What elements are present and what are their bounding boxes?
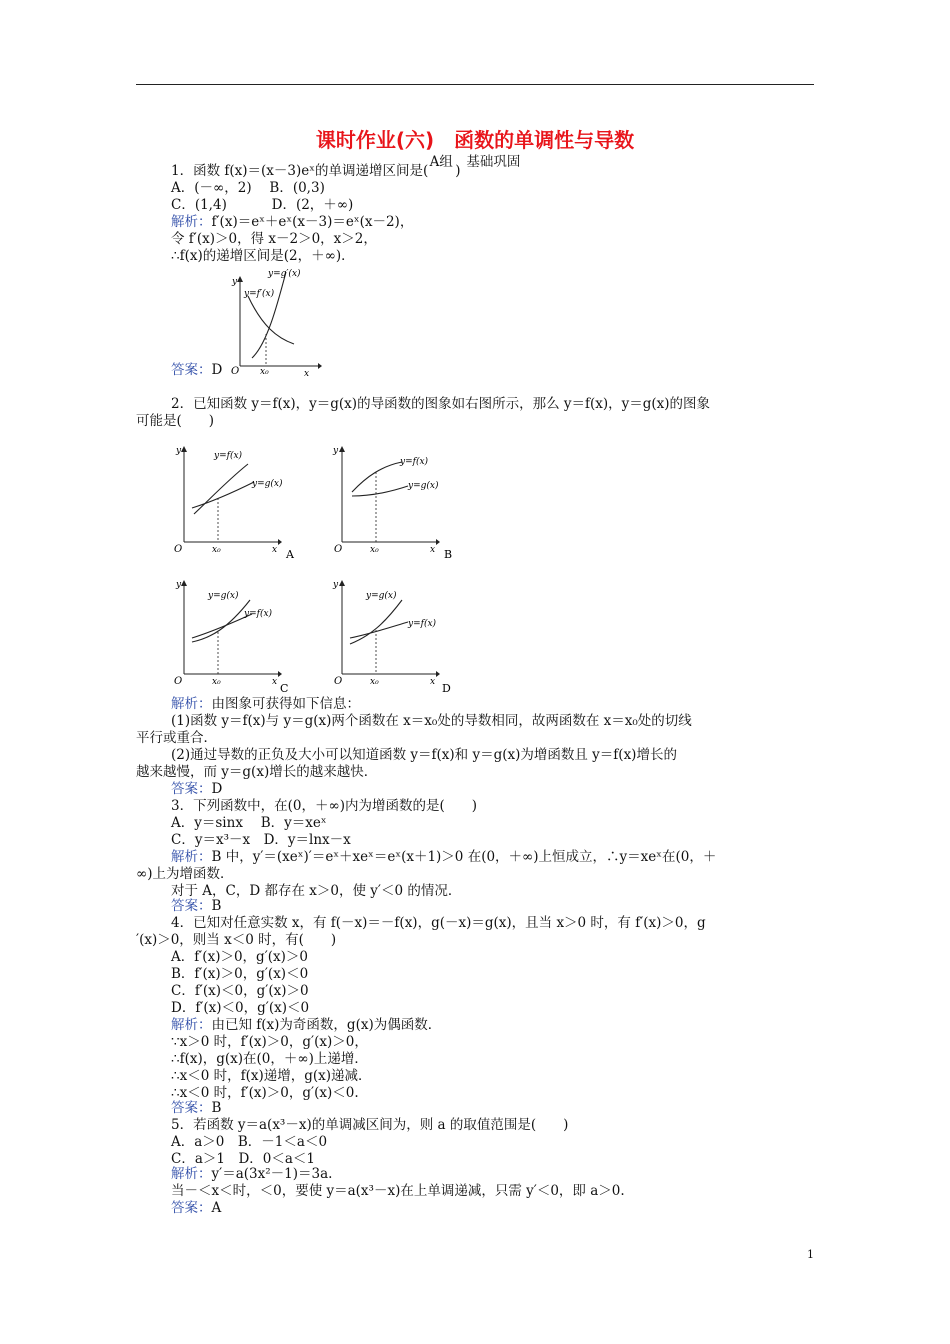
q2-solution-1: (1)函数 y＝f(x)与 y＝g(x)两个函数在 x＝x₀处的导数相同，故两函数在 x＝x₀处的切线 [171, 713, 692, 729]
curve-g-prime [252, 272, 286, 358]
solution-label: 解析： [171, 214, 212, 230]
q2-figure-b [322, 440, 460, 562]
svg-text:y=g(x): y=g(x) [366, 591, 397, 601]
svg-text:x: x [272, 545, 278, 555]
svg-text:y=g(x): y=g(x) [252, 479, 283, 489]
q4-option-c: C．f′(x)＜0，g′(x)＞0 [171, 983, 309, 999]
q2-stem-line2: 可能是( ) [136, 413, 215, 429]
q5-answer: 答案：A [171, 1200, 222, 1216]
svg-text:y: y [333, 446, 339, 456]
svg-text:x₀: x₀ [260, 367, 269, 377]
label-f-prime: y=f′(x) [244, 289, 275, 299]
q2-solution-2b: 越来越慢，而 y＝g(x)增长的越来越快． [136, 764, 378, 780]
q4-solution-0: 解析：由已知 f(x)为奇函数，g(x)为偶函数． [171, 1017, 442, 1033]
q5-options-cd: C．a＞1 D．0＜a＜1 [171, 1151, 316, 1167]
svg-text:O: O [174, 676, 183, 687]
q3-answer: 答案：B [171, 898, 222, 914]
q5-options-ab: A．a＞0 B．－1＜a＜0 [171, 1134, 328, 1150]
svg-text:O: O [231, 366, 240, 377]
svg-text:O: O [334, 544, 343, 555]
q2-answer: 答案：D [171, 781, 223, 797]
svg-text:O: O [174, 544, 183, 555]
page-number: 1 [807, 1248, 814, 1261]
q2-figure-a [166, 440, 296, 562]
q2-solution-2: (2)通过导数的正负及大小可以知道函数 y＝f(x)和 y＝g(x)为增函数且 y＝f(x)增长的 [171, 747, 677, 763]
svg-text:x₀: x₀ [212, 677, 221, 687]
svg-text:x: x [430, 677, 436, 687]
q2-figure-c [166, 572, 296, 696]
q3-options-cd: C．y＝x³－x D．y＝lnx－x [171, 832, 351, 848]
q4-solution-4: ∴x＜0 时，f′(x)＞0，g′(x)＜0. [171, 1085, 359, 1101]
q1-solution-line3: ∴f(x)的递增区间是(2，＋∞)． [171, 248, 355, 264]
q2-figure-d [322, 572, 460, 696]
q2-stem-line1: 2．已知函数 y＝f(x)，y＝g(x)的导函数的图象如右图所示，那么 y＝f(x)，y＝g(x)的图象 [171, 396, 711, 412]
q5-stem: 5．若函数 y＝a(x³－x)的单调减区间为，则 a 的取值范围是( ) [171, 1117, 569, 1133]
q1-answer: 答案：D [171, 362, 223, 378]
q4-stem-b: ′(x)＞0，则当 x＜0 时，有( ) [136, 932, 337, 948]
svg-text:y=f(x): y=f(x) [244, 609, 273, 619]
curve-f-prime [248, 296, 294, 344]
q4-answer: 答案：B [171, 1100, 222, 1116]
svg-text:y: y [176, 446, 182, 456]
svg-text:x: x [430, 545, 436, 555]
q2-solution-intro: 解析：由图象可获得如下信息： [171, 696, 360, 712]
svg-text:y: y [176, 580, 182, 590]
svg-text:y=f(x): y=f(x) [408, 619, 437, 629]
svg-text:y: y [333, 580, 339, 590]
group-heading: A组 基础巩固 [429, 154, 521, 170]
svg-text:x₀: x₀ [370, 545, 379, 555]
header-rule [136, 84, 814, 85]
q3-stem: 3．下列函数中，在(0，＋∞)内为增函数的是( ) [171, 798, 477, 814]
q1-stem: 1．函数 f(x)＝(x－3)eˣ的单调递增区间是( ) [171, 163, 461, 179]
option-letter: D [442, 682, 451, 695]
svg-text:O: O [334, 676, 343, 687]
svg-text:y: y [232, 277, 238, 287]
q4-solution-3: ∴x＜0 时，f(x)递增，g(x)递减． [171, 1068, 372, 1084]
q5-solution-2: 当－＜x＜时，＜0，要使 y＝a(x³－x)在上单调递减，只需 y′＜0，即 a＞0. [171, 1183, 625, 1199]
svg-text:y=g(x): y=g(x) [208, 591, 239, 601]
q3-options-ab: A．y＝sinx B．y＝xeˣ [171, 815, 327, 831]
q3-solution-1: 解析：B 中，y′＝(xeˣ)′＝eˣ＋xeˣ＝eˣ(x＋1)＞0 在(0，＋∞)上恒成立，∴y＝xeˣ在(0，＋ [171, 849, 717, 865]
q4-solution-1: ∵x＞0 时，f′(x)＞0，g′(x)＞0， [171, 1034, 368, 1050]
option-letter: B [444, 548, 453, 561]
option-letter: C [280, 682, 289, 695]
svg-text:y=g(x): y=g(x) [408, 481, 439, 491]
q1-solution-line1: 解析：f′(x)＝eˣ＋eˣ(x－3)＝eˣ(x－2)， [171, 214, 414, 230]
svg-text:x: x [304, 369, 310, 378]
q1-derivative-figure [222, 266, 322, 378]
q3-solution-2: 对于 A，C，D 都存在 x＞0，使 y′＜0 的情况． [171, 883, 462, 899]
q1-options-cd: C．(1,4) D．(2，＋∞) [171, 197, 354, 213]
q4-option-d: D．f′(x)＜0，g′(x)＜0 [171, 1000, 310, 1016]
q4-option-b: B．f′(x)＞0，g′(x)＜0 [171, 966, 309, 982]
svg-text:y=f(x): y=f(x) [400, 457, 429, 467]
label-g-prime: y=g′(x) [268, 269, 301, 279]
q1-options-ab: A．(－∞，2) B．(0,3) [171, 180, 325, 196]
q4-stem: 4．已知对任意实数 x，有 f(－x)＝－f(x)，g(－x)＝g(x)，且当 x＞0 时，有 f′(x)＞0，g [171, 915, 706, 931]
option-letter: A [286, 548, 294, 561]
q3-solution-1b: ∞)上为增函数． [136, 866, 234, 882]
page-title: 课时作业(六) 函数的单调性与导数 [315, 128, 635, 152]
svg-text:y=f(x): y=f(x) [214, 451, 243, 461]
svg-text:x: x [272, 677, 278, 687]
q1-solution-line2: 令 f′(x)＞0，得 x－2＞0，x＞2， [171, 231, 377, 247]
q4-solution-2: ∴f(x)，g(x)在(0，＋∞)上递增． [171, 1051, 368, 1067]
q2-solution-1b: 平行或重合． [136, 730, 217, 746]
svg-text:x₀: x₀ [370, 677, 379, 687]
q5-solution-1: 解析：y′＝a(3x²－1)＝3a. [171, 1166, 333, 1182]
q4-option-a: A．f′(x)＞0，g′(x)＞0 [171, 949, 308, 965]
svg-text:x₀: x₀ [212, 545, 221, 555]
